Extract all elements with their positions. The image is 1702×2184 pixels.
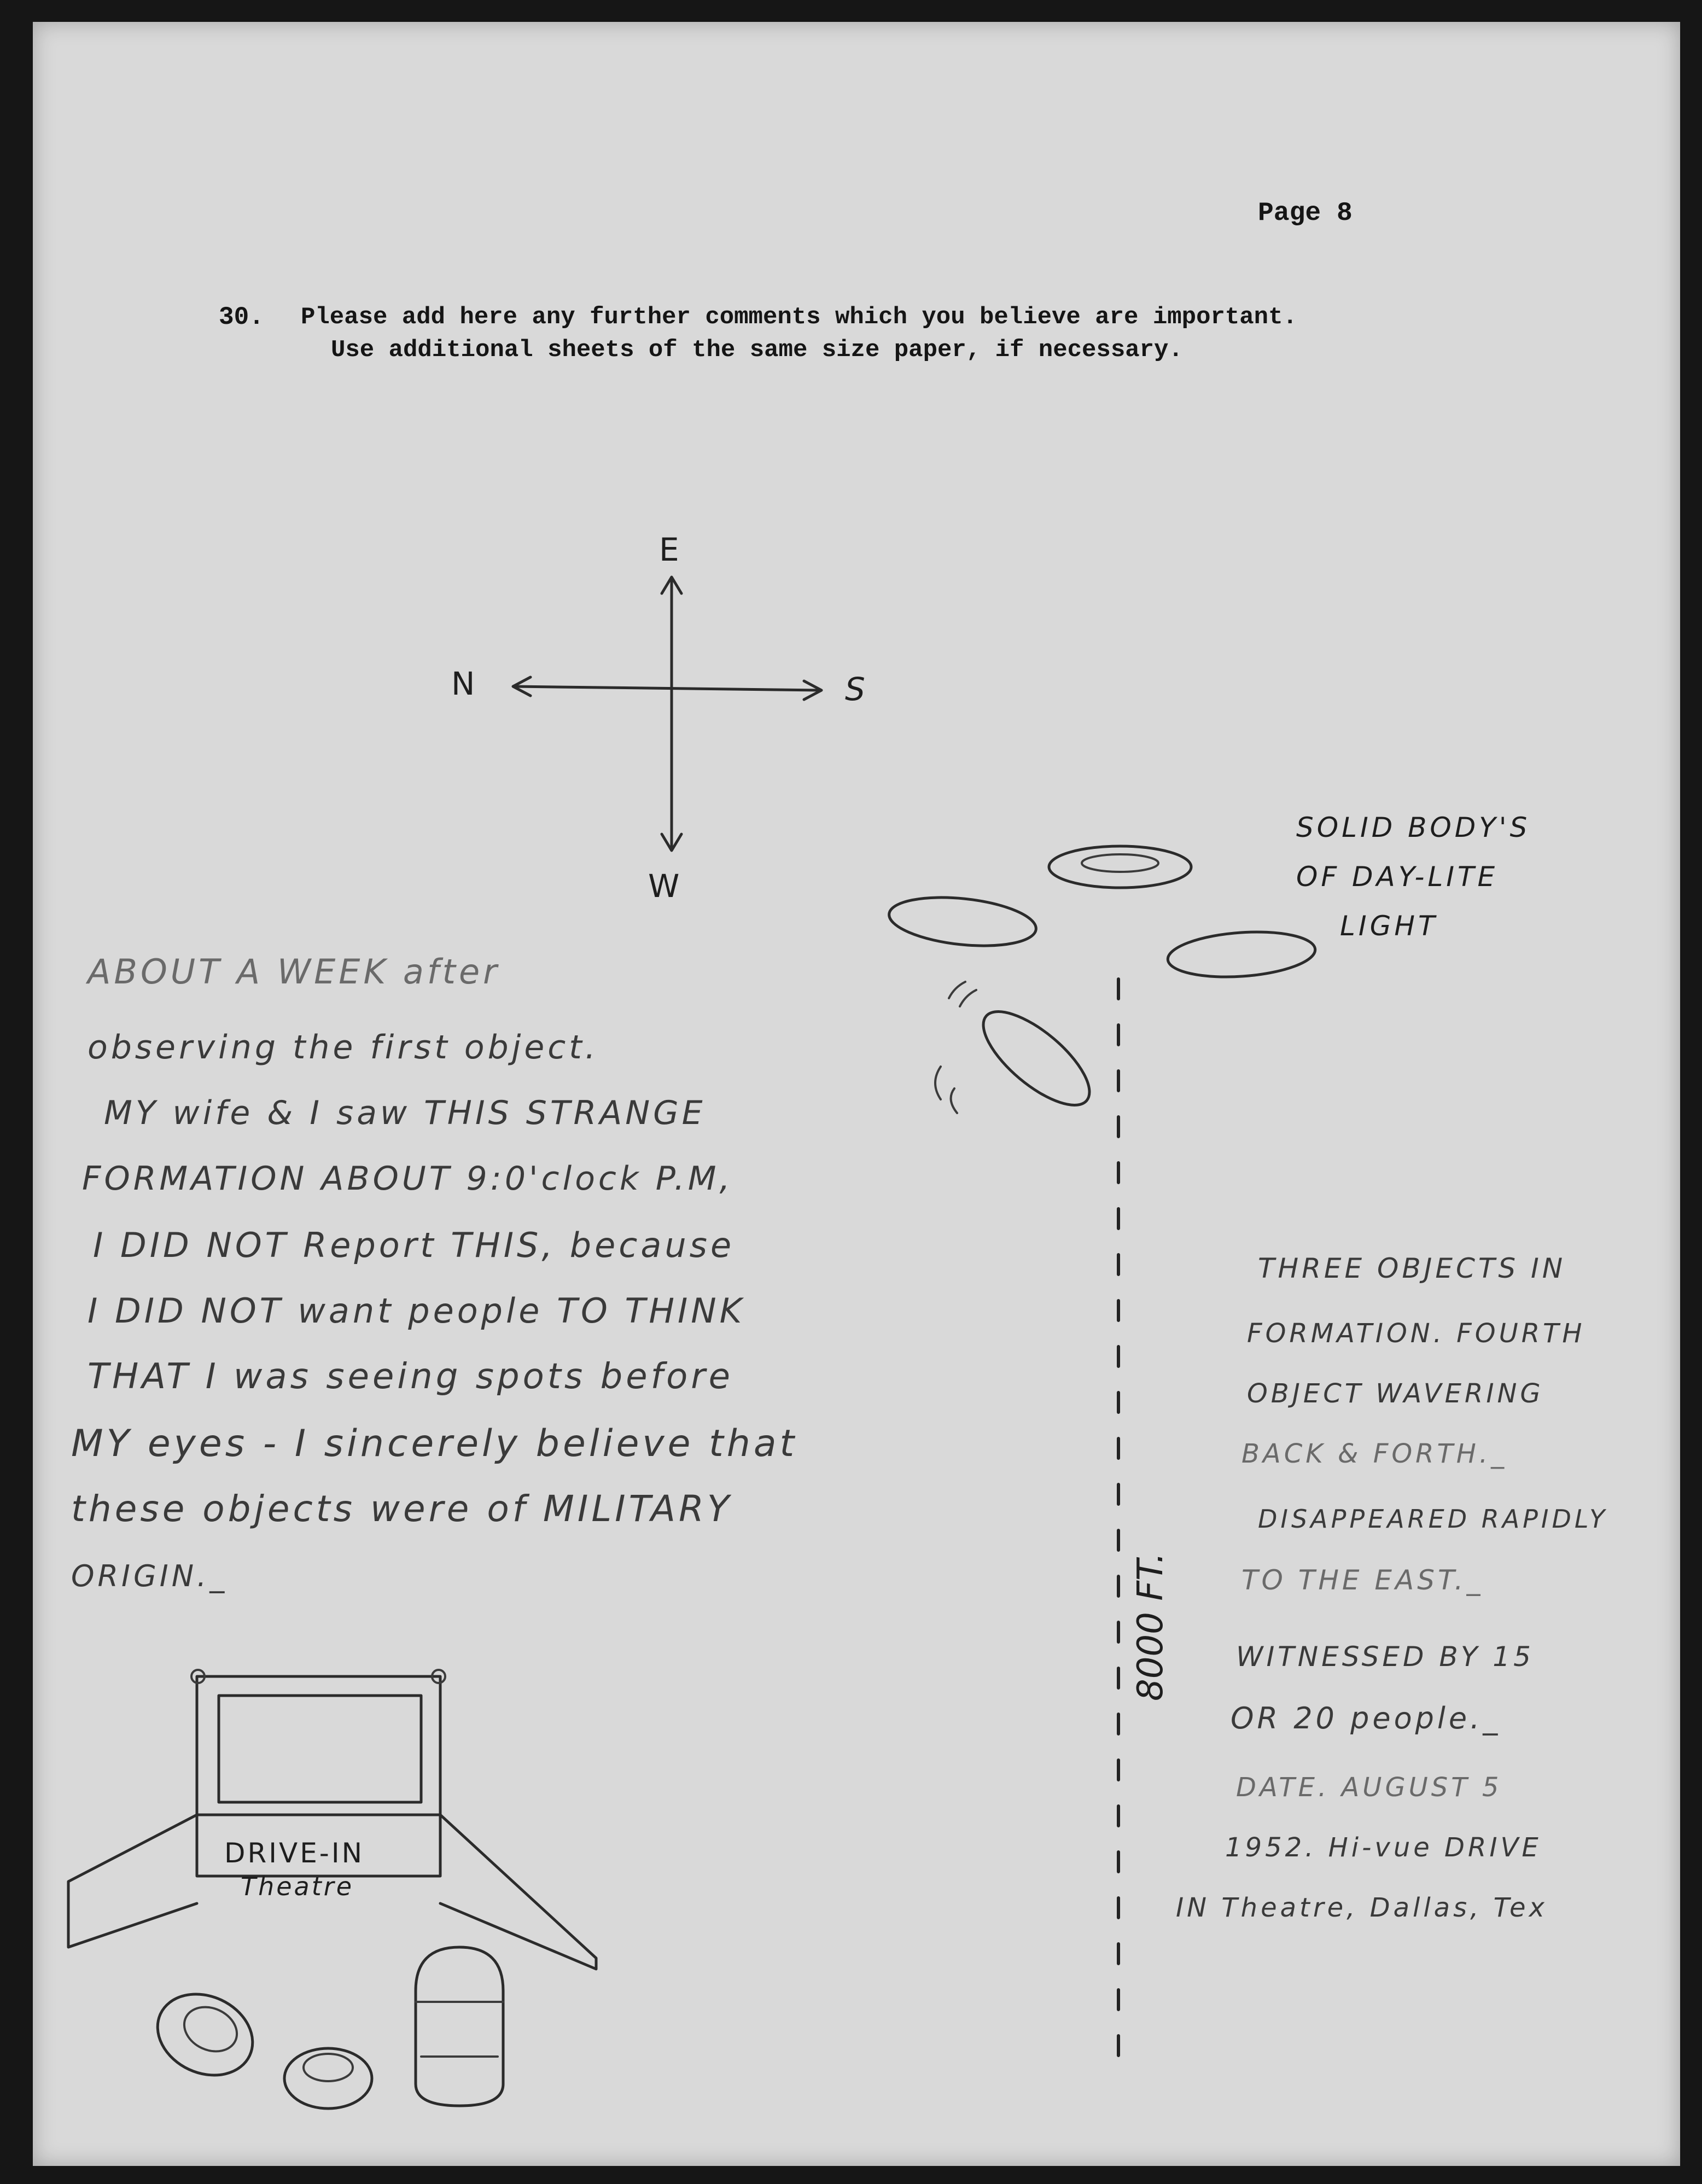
right-note-line: BACK & FORTH._ <box>1241 1438 1508 1469</box>
left-note-line: FORMATION ABOUT 9:0'clock P.M, <box>82 1160 733 1198</box>
flying-objects <box>887 846 1316 1121</box>
right-note-line: FORMATION. FOURTH <box>1247 1318 1586 1349</box>
objects-caption-line-2: OF DAY-LITE <box>1296 861 1499 893</box>
compass-east-label: E <box>659 531 679 568</box>
objects-caption-line-3: LIGHT <box>1340 910 1438 942</box>
page-number: Page 8 <box>1258 199 1353 228</box>
left-note-line: MY wife & I saw THIS STRANGE <box>104 1094 706 1132</box>
right-note-line: OBJECT WAVERING <box>1247 1378 1544 1409</box>
compass-rose <box>451 531 865 905</box>
compass-north-label: N <box>451 665 475 702</box>
theatre-sign-line-1: DRIVE-IN <box>224 1837 364 1869</box>
left-note-line: observing the first object. <box>88 1028 599 1067</box>
left-note-line: ABOUT A WEEK after <box>88 952 500 992</box>
parked-cars <box>144 1947 503 2109</box>
compass-west-label: W <box>648 867 680 905</box>
right-note-line: WITNESSED BY 15 <box>1236 1641 1534 1673</box>
right-note-line: OR 20 people._ <box>1231 1701 1501 1735</box>
right-note-line: THREE OBJECTS IN <box>1258 1253 1566 1284</box>
question-text-line-2: Use additional sheets of the same size paper, if necessary. <box>331 336 1183 364</box>
compass-south-label: S <box>845 671 865 708</box>
left-note-line: these objects were of MILITARY <box>71 1488 733 1530</box>
right-note-line: DATE. AUGUST 5 <box>1236 1772 1502 1803</box>
right-note-line: TO THE EAST._ <box>1241 1564 1484 1596</box>
question-number: 30. <box>219 303 264 331</box>
altitude-label: 8000 FT. <box>1130 1552 1171 1701</box>
theatre-sign-line-2: Theatre <box>241 1872 354 1901</box>
left-note-line: I DID NOT want people TO THINK <box>88 1291 745 1331</box>
left-note-line: ORIGIN._ <box>71 1559 228 1593</box>
left-note-line: I DID NOT Report THIS, because <box>93 1225 735 1265</box>
right-note-line: DISAPPEARED RAPIDLY <box>1258 1504 1608 1534</box>
drive-in-theatre <box>68 1670 596 1969</box>
objects-caption-line-1: SOLID BODY'S <box>1296 812 1531 843</box>
right-note-line: IN Theatre, Dallas, Tex <box>1176 1892 1548 1923</box>
right-note-line: 1952. Hi-vue DRIVE <box>1225 1832 1542 1863</box>
question-text-line-1: Please add here any further comments which you believe are important. <box>301 304 1297 331</box>
left-note-line: THAT I was seeing spots before <box>88 1356 733 1397</box>
left-note-line: MY eyes - I sincerely believe that <box>71 1422 798 1465</box>
